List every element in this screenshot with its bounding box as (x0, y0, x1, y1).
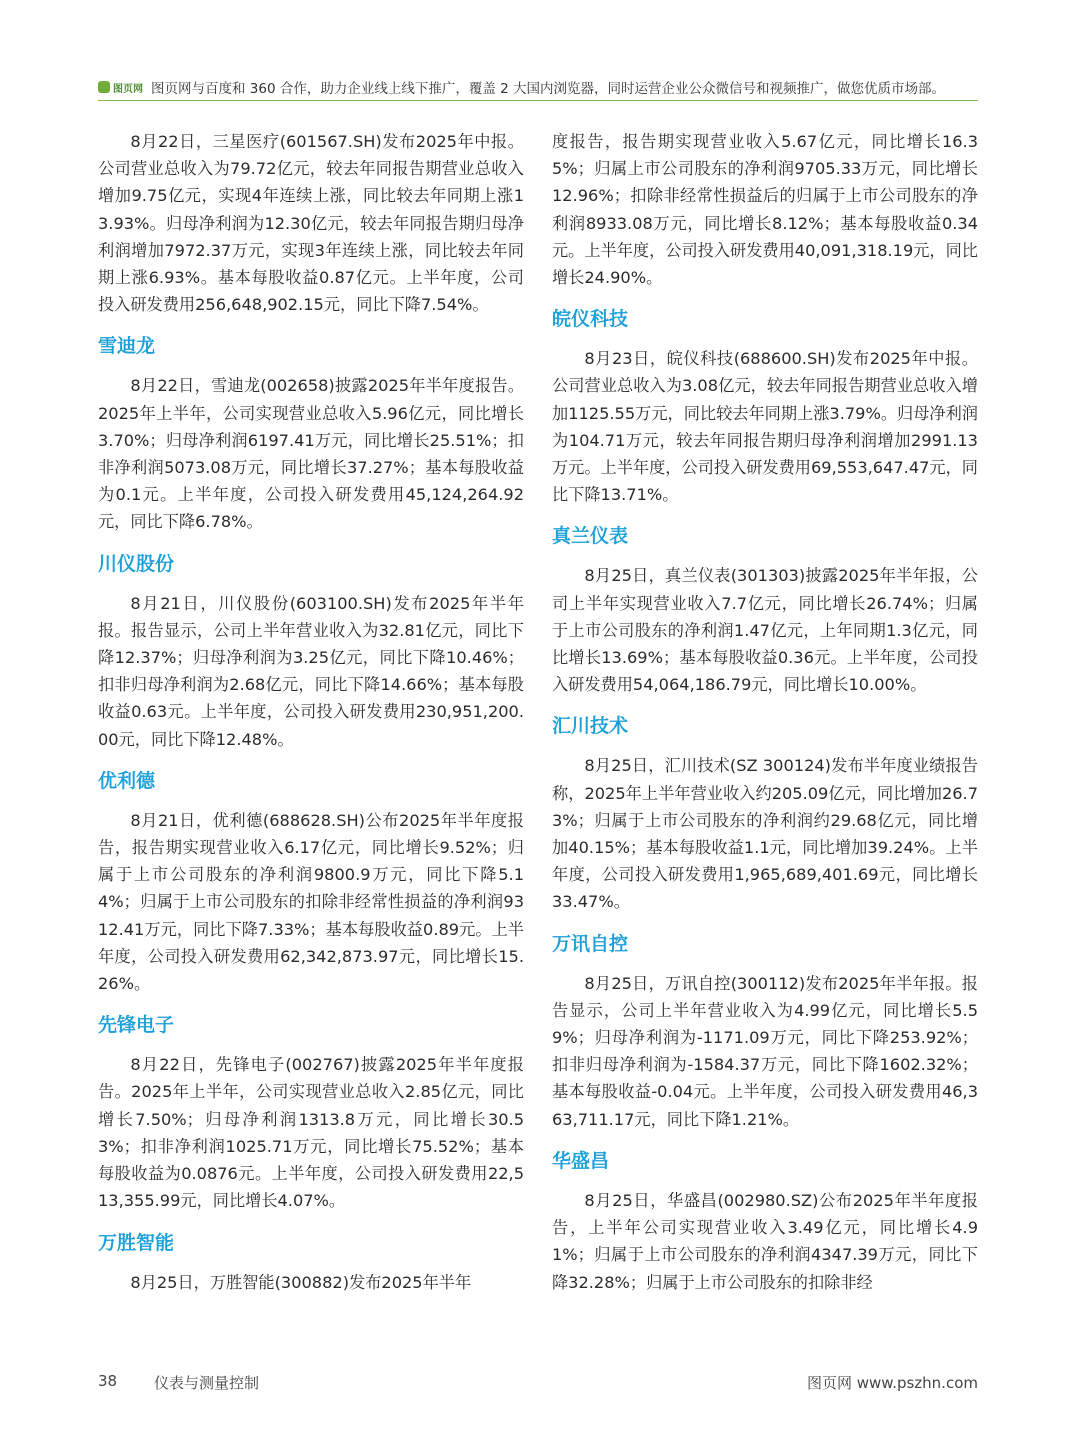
company-heading: 华盛昌 (552, 1149, 610, 1172)
header-tagline: 图页网与百度和 360 合作，助力企业线上线下推广，覆盖 2 大国内浏览器，同时运营企业公众微信号和视频推广，做您优质市场部。 (151, 81, 946, 97)
article-paragraph-continued: 度报告，报告期实现营业收入5.67亿元，同比增长16.35%；归属上市公司股东的净利润9705.33万元，同比增长12.96%；扣除非经常性损益后的归属于上市公司股东的净利润8933.08万元，同比增长8.12%；基本每股收益0.34元。上半年度，公司投入研发费用40,091,318.19元，同比增长24.90%。 (552, 132, 978, 288)
company-heading: 皖仪科技 (552, 308, 629, 331)
page-number: 38 (98, 1372, 118, 1390)
company-heading: 真兰仪表 (552, 525, 629, 548)
company-heading: 川仪股份 (98, 552, 175, 575)
article-paragraph: 8月25日，万胜智能(300882)发布2025年半年 (130, 1272, 472, 1292)
article-paragraph: 8月25日，万讯自控(300112)发布2025年半年报。报告显示，公司上半年营业收入为4.99亿元，同比增长5.59%；归母净利润为-1171.09万元，同比下降253.92%；扣非归母净利润为-1584.37万元，同比下降1602.32%；基本每股收益-0.04元。上半年度，公司投入研发费用46,363,711.17元，同比下降1.21%。 (552, 973, 978, 1129)
article-paragraph: 8月25日，华盛昌(002980.SZ)公布2025年半年度报告，上半年公司实现营业收入3.49亿元，同比增长4.91%；归属于上市公司股东的净利润4347.39万元，同比下降32.28%；归属于上市公司股东的扣除非经 (552, 1190, 978, 1292)
company-heading: 汇川技术 (552, 715, 629, 738)
article-paragraph: 8月21日，优利德(688628.SH)公布2025年半年度报告，报告期实现营业收入6.17亿元，同比增长9.52%；归属于上市公司股东的净利润9800.9万元，同比下降5.14%；归属于上市公司股东的扣除非经常性损益的净利润9312.41万元，同比下降7.33%；基本每股收益0.89元。上半年度，公司投入研发费用62,342,873.97元，同比增长15.26%。 (98, 810, 524, 994)
article-paragraph: 8月22日，三星医疗(601567.SH)发布2025年中报。公司营业总收入为79.72亿元，较去年同报告期营业总收入增加9.75亿元，实现4年连续上涨，同比较去年同期上涨13.93%。归母净利润为12.30亿元，较去年同报告期归母净利润增加7972.37万元，实现3年连续上涨，同比较去年同期上涨6.93%。基本每股收益0.87亿元。上半年度，公司投入研发费用256,648,902.15元，同比下降7.54%。 (98, 132, 524, 315)
company-heading: 先锋电子 (98, 1014, 175, 1037)
company-heading: 雪迪龙 (98, 335, 156, 358)
right-column (552, 128, 978, 1296)
article-paragraph: 8月23日，皖仪科技(688600.SH)发布2025年中报。公司营业总收入为3.08亿元，较去年同报告期营业总收入增加1125.55万元，同比较去年同期上涨3.79%。归母净利润为104.71万元，较去年同报告期归母净利润增加2991.13万元。上半年度，公司投入研发费用69,553,647.47元，同比下降13.71%。 (552, 349, 978, 505)
article-paragraph: 8月25日，汇川技术(SZ 300124)发布半年度业绩报告称，2025年上半年营业收入约205.09亿元，同比增加26.73%；归属于上市公司股东的净利润约29.68亿元，同比增加40.15%；基本每股收益1.1元，同比增加39.24%。上半年度，公司投入研发费用1,965,689,401.69元，同比增长33.47%。 (552, 756, 978, 912)
page-header (98, 76, 978, 98)
company-heading: 万胜智能 (98, 1231, 175, 1254)
page-footer (98, 1372, 978, 1394)
logo-text: 图页网 (113, 83, 143, 95)
website-link[interactable]: 图页网 www.pszhn.com (807, 1374, 978, 1392)
article-paragraph: 8月21日，川仪股份(603100.SH)发布2025年半年报。报告显示，公司上半年营业收入为32.81亿元，同比下降12.37%；归母净利润为3.25亿元，同比下降10.46%；扣非归母净利润为2.68亿元，同比下降14.66%；基本每股收益0.63元。上半年度，公司投入研发费用230,951,200.00元，同比下降12.48%。 (98, 593, 524, 749)
company-heading: 万讯自控 (552, 932, 629, 955)
magazine-title: 仪表与测量控制 (154, 1374, 260, 1392)
article-paragraph: 8月25日，真兰仪表(301303)披露2025年半年报，公司上半年实现营业收入7.7亿元，同比增长26.74%；归属于上市公司股东的净利润1.47亿元，上年同期1.3亿元，同比增长13.69%；基本每股收益0.36元。上半年度，公司投入研发费用54,064,186.79元，同比增长10.00%。 (552, 566, 978, 695)
site-logo (98, 80, 143, 95)
logo-mark-icon (98, 81, 110, 93)
left-column (98, 128, 524, 1296)
company-heading: 优利德 (98, 769, 156, 792)
header-divider (98, 100, 978, 101)
article-paragraph: 8月22日，先锋电子(002767)披露2025年半年度报告。2025年上半年，公司实现营业总收入2.85亿元，同比增长7.50%；归母净利润1313.8万元，同比增长30.53%；扣非净利润1025.71万元，同比增长75.52%；基本每股收益为0.0876元。上半年度，公司投入研发费用22,513,355.99元，同比增长4.07%。 (98, 1055, 524, 1211)
article-paragraph: 8月22日，雪迪龙(002658)披露2025年半年度报告。2025年上半年，公司实现营业总收入5.96亿元，同比增长3.70%；归母净利润6197.41万元，同比增长25.51%；扣非净利润5073.08万元，同比增长37.27%；基本每股收益为0.1元。上半年度，公司投入研发费用45,124,264.92元，同比下降6.78%。 (98, 376, 524, 532)
